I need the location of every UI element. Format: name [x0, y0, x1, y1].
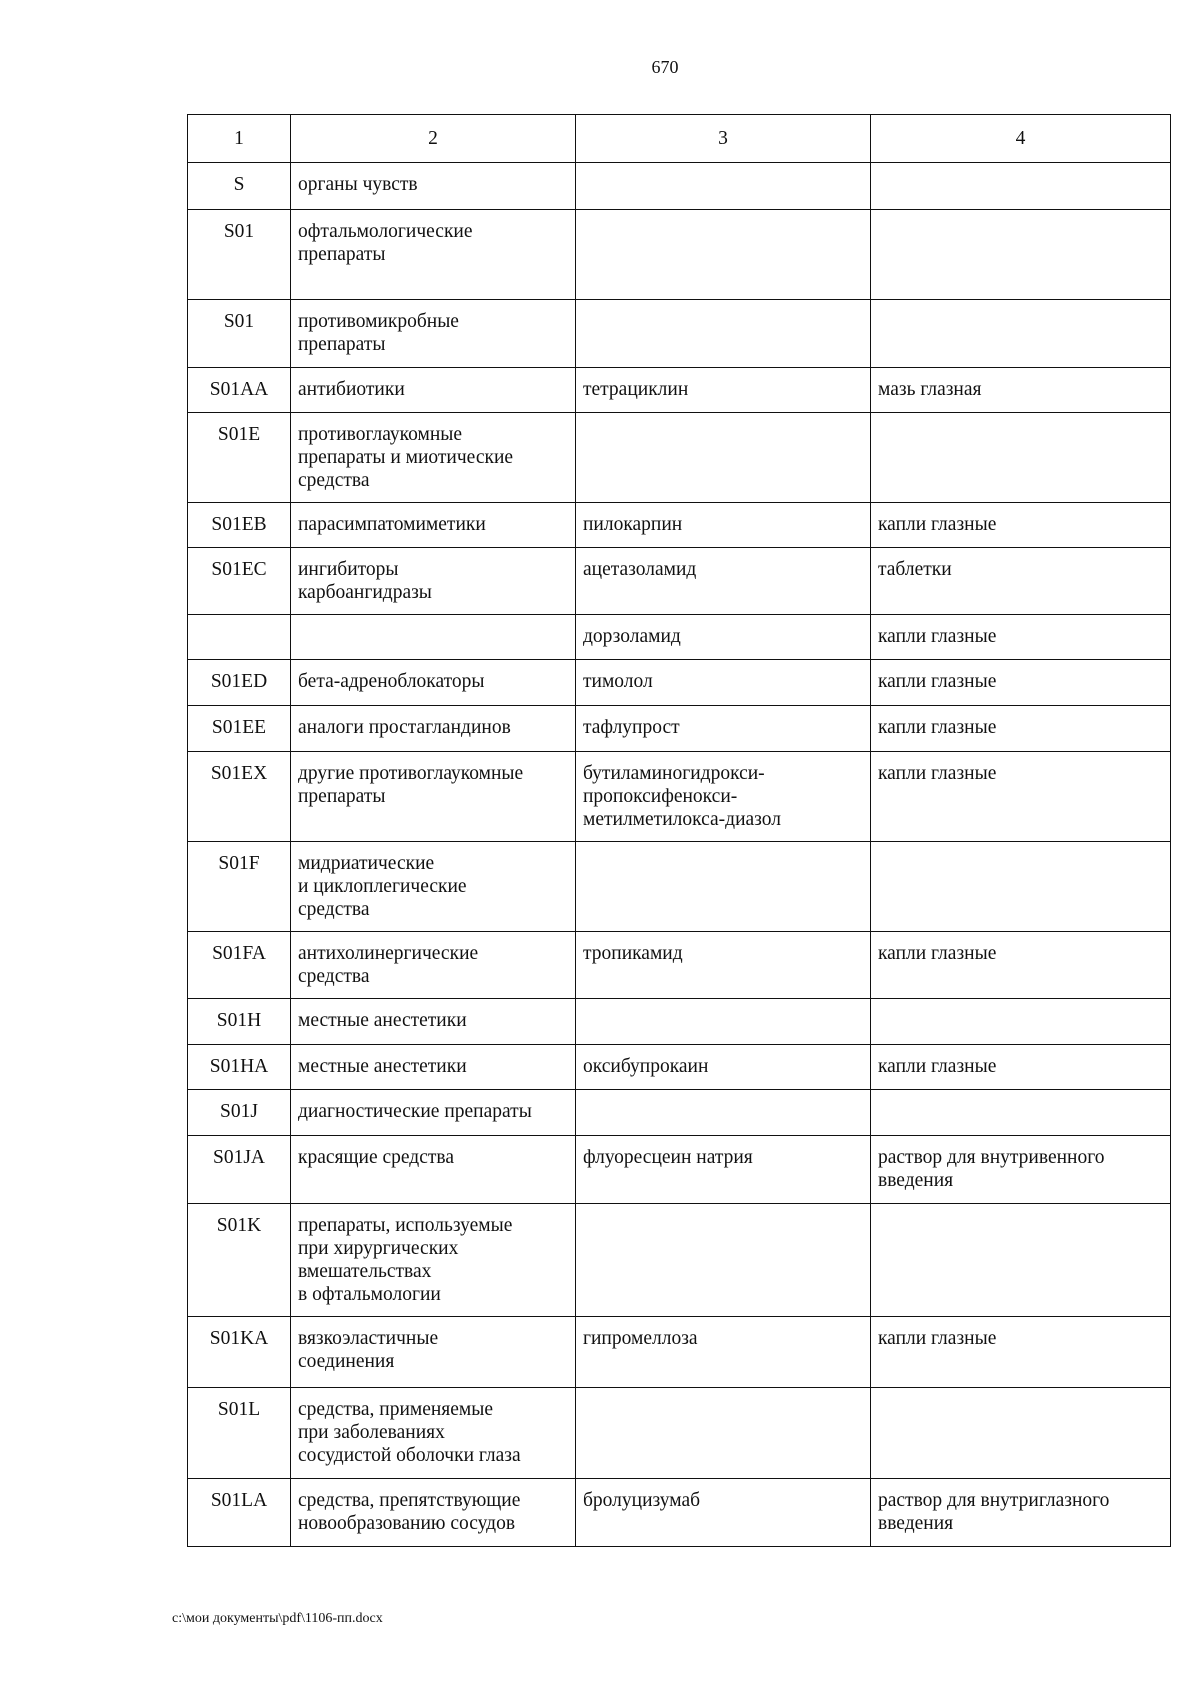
- substance-cell: [576, 163, 871, 210]
- substance-cell: [576, 1204, 871, 1317]
- column-header: 1: [188, 115, 291, 163]
- column-header: 3: [576, 115, 871, 163]
- dosage-form-cell: [871, 1204, 1171, 1317]
- table-row: [188, 1317, 1171, 1388]
- group-name-cell: парасимпатомиметики: [291, 503, 576, 548]
- atc-code-cell: S01E: [188, 413, 291, 503]
- table-row: [188, 300, 1171, 368]
- group-name-cell: местные анестетики: [291, 1045, 576, 1090]
- group-name-cell: ингибиторы карбоангидразы: [291, 548, 576, 615]
- dosage-form-cell: раствор для внутривенного введения: [871, 1136, 1171, 1204]
- atc-code-cell: S01KA: [188, 1317, 291, 1388]
- atc-code-cell: S01HA: [188, 1045, 291, 1090]
- dosage-form-cell: капли глазные: [871, 752, 1171, 842]
- atc-code-cell: S01: [188, 210, 291, 300]
- dosage-form-cell: раствор для внутриглазного введения: [871, 1479, 1171, 1547]
- column-header: 2: [291, 115, 576, 163]
- dosage-form-cell: [871, 842, 1171, 932]
- group-name-cell: антибиотики: [291, 368, 576, 413]
- dosage-form-cell: [871, 1090, 1171, 1136]
- dosage-form-cell: таблетки: [871, 548, 1171, 615]
- substance-cell: [576, 1090, 871, 1136]
- table-row: [188, 706, 1171, 752]
- dosage-form-cell: [871, 300, 1171, 368]
- atc-code-cell: S01JA: [188, 1136, 291, 1204]
- dosage-form-cell: капли глазные: [871, 932, 1171, 999]
- table-row: [188, 1136, 1171, 1204]
- group-name-cell: бета-адреноблокаторы: [291, 660, 576, 706]
- substance-cell: гипромеллоза: [576, 1317, 871, 1388]
- atc-code-cell: S01: [188, 300, 291, 368]
- substance-cell: оксибупрокаин: [576, 1045, 871, 1090]
- dosage-form-cell: капли глазные: [871, 503, 1171, 548]
- dosage-form-cell: [871, 1388, 1171, 1479]
- group-name-cell: препараты, используемые при хирургических вмешательствах в офтальмологии: [291, 1204, 576, 1317]
- group-name-cell: антихолинергические средства: [291, 932, 576, 999]
- table-row: [188, 932, 1171, 999]
- substance-cell: [576, 210, 871, 300]
- substance-cell: [576, 413, 871, 503]
- drug-table: [187, 114, 1171, 1547]
- group-name-cell: противоглаукомные препараты и миотические средства: [291, 413, 576, 503]
- atc-code-cell: S01EE: [188, 706, 291, 752]
- table-row: [188, 413, 1171, 503]
- substance-cell: пилокарпин: [576, 503, 871, 548]
- substance-cell: [576, 1388, 871, 1479]
- table-row: [188, 615, 1171, 660]
- group-name-cell: средства, применяемые при заболеваниях сосудистой оболочки глаза: [291, 1388, 576, 1479]
- dosage-form-cell: мазь глазная: [871, 368, 1171, 413]
- dosage-form-cell: капли глазные: [871, 1045, 1171, 1090]
- table-row: [188, 1090, 1171, 1136]
- group-name-cell: красящие средства: [291, 1136, 576, 1204]
- table-row: [188, 210, 1171, 300]
- table-row: [188, 368, 1171, 413]
- table-row: [188, 163, 1171, 210]
- table-header-row: [188, 115, 1171, 163]
- group-name-cell: вязкоэластичные соединения: [291, 1317, 576, 1388]
- substance-cell: дорзоламид: [576, 615, 871, 660]
- atc-code-cell: [188, 615, 291, 660]
- table-row: [188, 660, 1171, 706]
- table-row: [188, 548, 1171, 615]
- table-row: [188, 752, 1171, 842]
- atc-code-cell: S01FA: [188, 932, 291, 999]
- dosage-form-cell: капли глазные: [871, 660, 1171, 706]
- substance-cell: [576, 999, 871, 1045]
- substance-cell: тропикамид: [576, 932, 871, 999]
- group-name-cell: противомикробные препараты: [291, 300, 576, 368]
- group-name-cell: офтальмологические препараты: [291, 210, 576, 300]
- group-name-cell: [291, 615, 576, 660]
- table-row: [188, 842, 1171, 932]
- substance-cell: бролуцизумаб: [576, 1479, 871, 1547]
- atc-code-cell: S01AA: [188, 368, 291, 413]
- group-name-cell: местные анестетики: [291, 999, 576, 1045]
- table-row: [188, 1479, 1171, 1547]
- table-row: [188, 1045, 1171, 1090]
- atc-code-cell: S01K: [188, 1204, 291, 1317]
- dosage-form-cell: [871, 999, 1171, 1045]
- page-number: 670: [651, 57, 679, 77]
- substance-cell: [576, 842, 871, 932]
- dosage-form-cell: капли глазные: [871, 615, 1171, 660]
- atc-code-cell: S01EB: [188, 503, 291, 548]
- substance-cell: [576, 300, 871, 368]
- substance-cell: тафлупрост: [576, 706, 871, 752]
- group-name-cell: другие противоглаукомные препараты: [291, 752, 576, 842]
- group-name-cell: мидриатические и циклоплегические средства: [291, 842, 576, 932]
- dosage-form-cell: капли глазные: [871, 1317, 1171, 1388]
- atc-code-cell: S01EX: [188, 752, 291, 842]
- atc-code-cell: S01H: [188, 999, 291, 1045]
- dosage-form-cell: [871, 210, 1171, 300]
- table-row: [188, 999, 1171, 1045]
- table-row: [188, 1204, 1171, 1317]
- file-path-footer: c:\мои документы\pdf\1106-пп.docx: [172, 1611, 383, 1626]
- table-row: [188, 503, 1171, 548]
- atc-code-cell: S01EC: [188, 548, 291, 615]
- table-row: [188, 1388, 1171, 1479]
- atc-code-cell: S01LA: [188, 1479, 291, 1547]
- substance-cell: бутиламиногидрокси- пропоксифенокси- метилметилокса-диазол: [576, 752, 871, 842]
- atc-code-cell: S01J: [188, 1090, 291, 1136]
- atc-code-cell: S01L: [188, 1388, 291, 1479]
- atc-code-cell: S01ED: [188, 660, 291, 706]
- atc-code-cell: S: [188, 163, 291, 210]
- group-name-cell: диагностические препараты: [291, 1090, 576, 1136]
- group-name-cell: аналоги простагландинов: [291, 706, 576, 752]
- group-name-cell: средства, препятствующие новообразованию сосудов: [291, 1479, 576, 1547]
- substance-cell: тетрациклин: [576, 368, 871, 413]
- dosage-form-cell: капли глазные: [871, 706, 1171, 752]
- dosage-form-cell: [871, 163, 1171, 210]
- atc-code-cell: S01F: [188, 842, 291, 932]
- dosage-form-cell: [871, 413, 1171, 503]
- substance-cell: флуоресцеин натрия: [576, 1136, 871, 1204]
- substance-cell: тимолол: [576, 660, 871, 706]
- column-header: 4: [871, 115, 1171, 163]
- substance-cell: ацетазоламид: [576, 548, 871, 615]
- group-name-cell: органы чувств: [291, 163, 576, 210]
